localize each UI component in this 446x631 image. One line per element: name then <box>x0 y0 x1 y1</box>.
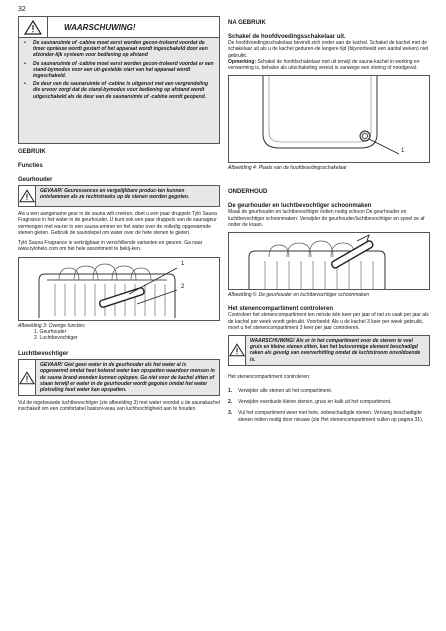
note-text: GEVAAR! Giet geen water in de geurhouder als het water al is opgewarmd omdat heet kokend water kan opspatten waardoor mensen in de sauna brand-wonden kunnen oplopen. Ga niet voor de kachel zitten of staan terwijl er water in de geurhouder wordt gegoten omdat het water plotseling heet water kan opspatten. <box>40 362 215 393</box>
danger-note <box>18 359 220 395</box>
left-column <box>18 16 220 412</box>
page-number: 32 <box>18 6 26 13</box>
list-item: 3. Vul het compartiment weer met hele, onbeschadigde stenen. Vervang beschadigde stenen indien nodig door nieuwe (zie Het stenencompartiment vullen op pagina 31). <box>228 410 424 423</box>
cleaning-illustration <box>229 233 429 289</box>
subheading: Schakel de hoofdvoedingsschakelaar uit. <box>228 34 346 40</box>
section-heading: GEBRUIK <box>18 149 46 155</box>
warning-title: WAARSCHUWING! <box>64 22 136 32</box>
subheading: Functies <box>18 163 43 169</box>
figure-label: 1 <box>181 260 185 267</box>
figure-caption: Afbeelding 4: Plaats van de hoofdvoedingsschakelaar <box>228 165 347 172</box>
steps-list <box>228 388 430 423</box>
note-body: Schakel de hoofdschakelaar niet uit terwijl de sauna-kachel in werking en verwarming is, behalve als uitschakeling vereist is vanwege een storing of noodgeval. <box>228 58 420 72</box>
warning-triangle-icon <box>19 186 36 206</box>
figure-caption: Afbeelding 3: Overige functies <box>18 322 85 329</box>
stove-illustration <box>19 258 219 320</box>
figure-item: 1. Geurhouder <box>34 328 67 335</box>
warning-bullet: • De saunaruimte of -cabine moet eerst worden gecon-troleerd voordat de timer opnieuw wordt gestart of het apparaat wordt ingeschakeld door een afzonder-lijk systeem voor bediening op afstand <box>19 38 219 59</box>
section-heading: NA GEBRUIK <box>228 20 266 26</box>
warning-triangle-icon <box>19 360 36 394</box>
note-text: GEVAAR! Geuressences en vergelijkbare produc-ten kunnen ontvlammen als ze rechtstreeks op de stenen worden gegoten. <box>40 188 190 201</box>
paragraph: Maak de geurhouder en luchtbevochtiger indien nodig schoon De geurhouder en luchtbevochtiger schoonmaken: Verwijder de geurhouder/luchtbevochtiger en spoel ze af onder de kraan. <box>228 209 425 229</box>
right-column <box>228 20 430 428</box>
subheading: De geurhouder en luchtbevochtiger schoonmaken <box>228 203 372 210</box>
subheading: Het stenencompartiment controleren <box>228 306 334 313</box>
figure-caption: Afbeelding 5: De geurhouder en luchtbevochtiger schoonmaken <box>228 292 370 299</box>
paragraph: Als u een aangename geur in de sauna wilt creëren, doet u een paar druppels Tylö Sauna Fragrance in het water in de geurhouder. U kunt ook een paar druppels van de saunageur vermengen met wa-ter in een sauna-emmer en het water over de volledig opgewarmde stenen gieten. Gebruik de saunolepel om water over de hete stenen te gieten. <box>18 211 217 236</box>
warning-triangle-icon <box>19 17 48 37</box>
list-item: 2. Verwijder eventuele kleine stenen, gruis en kalk uit het compartiment. <box>228 399 392 406</box>
figure-item: 2. Luchtbevochtiger <box>34 335 78 342</box>
paragraph: Controleer het stenencompartiment ten minste één keer per jaar of net zo vaak per jaar als de kachel per week wordt gebruikt. Voorbeeld: Als u de kachel 3 keer per week gebruikt, moet u het stenencompartiment 3 keer per jaar controleren. <box>228 312 429 331</box>
warning-bullet: • De saunaruimte of -cabine moet eerst worden gecon-troleerd voordat er een stand-bymodus voor een uit-gestelde start van het apparaat wordt ingeschakeld. <box>19 59 219 80</box>
subheading: Geurhouder <box>18 177 53 183</box>
warning-bullet: • De deur van de saunaruimte of -cabine is uitgerust met een vergrendeling die ervoor zorgt dat de stand-bymodus voor bediening op afstand wordt uitgeschakeld als de deur van de saunaruimte of -cabine wordt geopend. <box>19 79 219 100</box>
figure-3 <box>18 257 220 321</box>
paragraph: Vul de ingebouwde luchtbevochtiger (zie afbeelding 3) met water voordat u de saunakachel inschakelt om een comfortabel basisni-veau van luchtvochtigheid aan te houden. <box>18 399 220 413</box>
warning-triangle-icon <box>229 336 246 364</box>
paragraph: Tylö Sauna Fragrance is verkrijgbaar in verschillende varianten en geuren. Ga naar www.tylohelo.com om het hele assortiment te bekij-ken. <box>18 240 203 253</box>
figure-5 <box>228 232 430 290</box>
list-item: 1. Verwijder alle stenen uit het compartiment. <box>228 387 333 394</box>
figure-4 <box>228 75 430 163</box>
paragraph: De hoofdvoedingsschakelaar bevindt zich onder aan de kachel. Schakel de kachel met de schakelaar uit als u de kachel geduren-de langere tijd (bijvoorbeeld een aantal weken) niet gebruikt. <box>228 40 429 59</box>
section-heading: ONDERHOUD <box>228 189 268 196</box>
note-text: WAARSCHUWING! Als er in het compartiment voor de stenen te veel gruis en kleine stenen zitten, kan het buisvormige element beschadigd raken als gevolg van oververhitting omdat de luchtstroom onvoldoende is. <box>250 338 421 363</box>
note-label: Opmerking: <box>228 58 257 65</box>
power-switch-illustration <box>229 76 429 162</box>
warning-box <box>18 16 220 144</box>
figure-label: 2 <box>181 283 185 290</box>
paragraph: Het stenencompartiment controleren: <box>228 373 311 380</box>
subheading: Luchtbevochtiger <box>18 351 69 358</box>
figure-label: 1 <box>401 148 405 155</box>
paragraph <box>228 59 430 72</box>
warning-note <box>228 335 430 365</box>
danger-note <box>18 185 220 207</box>
